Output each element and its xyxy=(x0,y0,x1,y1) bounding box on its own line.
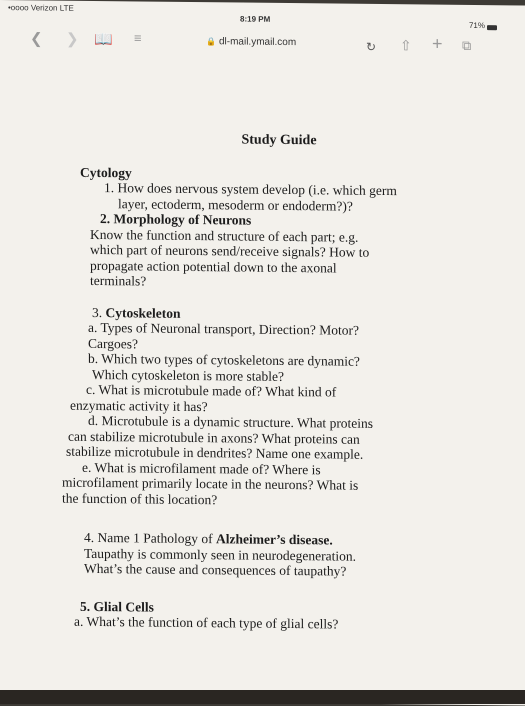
q3b-line1: b. Which two types of cytoskeletons are dynamic? xyxy=(88,350,360,369)
section-number: 3. xyxy=(92,304,106,320)
q4-line2: Taupathy is commonly seen in neurodegeneration. xyxy=(84,545,356,564)
status-bar xyxy=(0,0,525,31)
q2-line2: which part of neurons send/receive signals? How to xyxy=(90,241,370,260)
reload-icon[interactable]: ↻ xyxy=(366,39,377,54)
new-tab-icon[interactable]: + xyxy=(432,33,443,54)
back-icon[interactable]: ❮ xyxy=(30,30,43,48)
forward-icon[interactable]: ❯ xyxy=(66,30,79,48)
lock-icon: 🔒 xyxy=(206,37,216,47)
q1-line2: layer, ectoderm, mesoderm or endoderm?)? xyxy=(118,195,353,214)
q3d-line2: can stabilize microtubule in axons? What proteins can xyxy=(68,428,360,447)
address-bar[interactable] xyxy=(206,36,296,48)
section-title: Cytoskeleton xyxy=(105,304,181,321)
q3e-line2: microfilament primarily locate in the neurons? What is xyxy=(62,474,359,493)
url-text: dl-mail.ymail.com xyxy=(218,36,297,49)
q4-prefix: 4. Name 1 Pathology of xyxy=(84,529,216,547)
q3d-line1: d. Microtubule is a dynamic structure. What proteins xyxy=(88,412,374,431)
doc-title: Study Guide xyxy=(241,132,317,149)
q2-line1: Know the function and structure of each part; e.g. xyxy=(90,226,359,245)
battery-percent: 71% xyxy=(468,20,485,31)
q3b-line2: Which cytoskeleton is more stable? xyxy=(92,366,284,384)
q3c-line2: enzymatic activity it has? xyxy=(70,397,208,414)
q2-line4: terminals? xyxy=(90,272,147,289)
bookmarks-icon[interactable]: 📖 xyxy=(94,30,113,49)
q2-line3: propagate action potential down to the axonal xyxy=(90,257,337,276)
q3a-line1: a. Types of Neuronal transport, Direction? Motor? xyxy=(88,319,359,338)
section-glial-heading: 5. Glial Cells xyxy=(80,598,154,615)
battery-icon xyxy=(487,25,497,30)
q5a-line1: a. What’s the function of each type of glial cells? xyxy=(74,613,339,632)
reader-icon[interactable]: ≡ xyxy=(134,30,142,46)
q3c-line1: c. What is microtubule made of? What kind of xyxy=(86,381,337,400)
browser-toolbar xyxy=(0,26,525,63)
q1-line1: 1. How does nervous system develop (i.e. which germ xyxy=(104,180,397,199)
q2-heading: 2. Morphology of Neurons xyxy=(100,211,252,228)
q3e-line3: the function of this location? xyxy=(62,490,218,507)
q3e-line1: e. What is microfilament made of? Where is xyxy=(82,459,321,477)
q4-line3: What’s the cause and consequences of taupathy? xyxy=(84,560,347,579)
clock: 8:19 PM xyxy=(240,14,271,24)
carrier-label: •oooo Verizon LTE xyxy=(8,3,74,13)
section-cytology-heading: Cytology xyxy=(80,164,132,180)
share-icon[interactable]: ⇧ xyxy=(400,37,412,54)
q3a-line2: Cargoes? xyxy=(88,335,138,351)
document-page xyxy=(62,121,462,634)
tabs-icon[interactable]: ⧉ xyxy=(462,37,472,53)
device-bezel xyxy=(0,690,525,704)
q4-disease: Alzheimer’s disease. xyxy=(215,531,333,548)
q3d-line3: stabilize microtubule in dendrites? Name one example. xyxy=(66,443,364,462)
